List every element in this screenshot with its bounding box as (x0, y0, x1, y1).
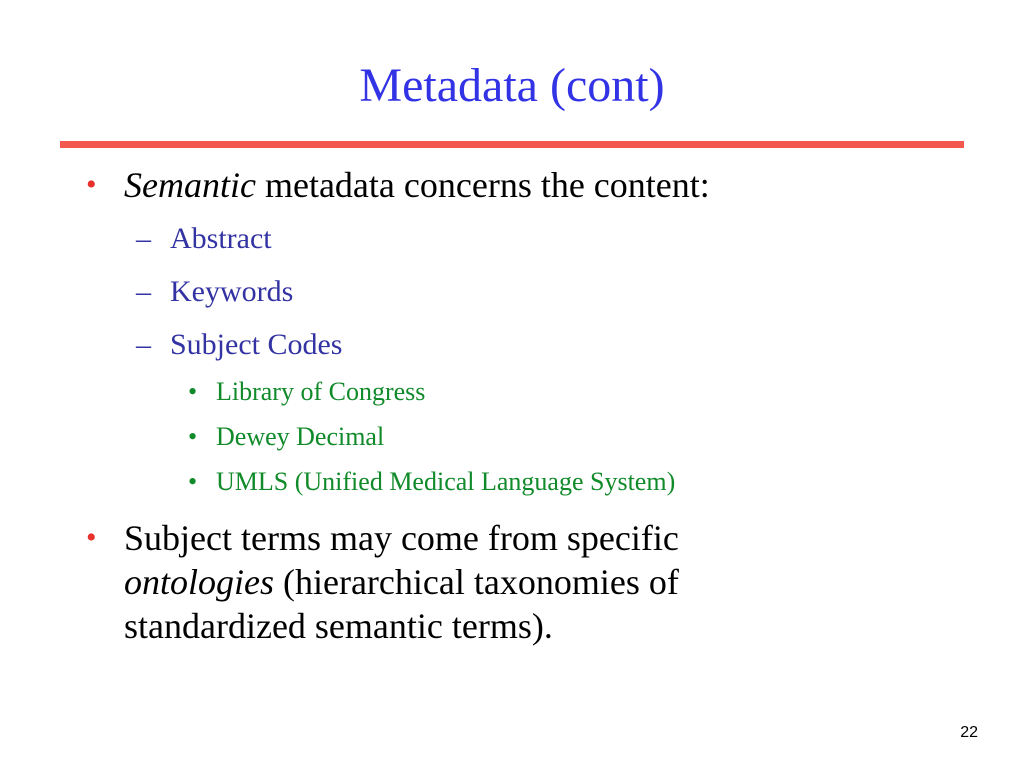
subbullet-subject-codes (136, 327, 343, 363)
subsubbullet-umls (188, 467, 676, 497)
emphasis-text: Semantic (124, 165, 256, 205)
title-divider (60, 141, 964, 148)
emphasis-text: ontologies (124, 562, 274, 602)
dash-marker: – (136, 222, 151, 255)
page-number: 22 (960, 724, 978, 741)
bullet-marker: • (188, 467, 198, 496)
subsubbullet-library-of-congress (188, 377, 426, 407)
subbullet-text: Abstract (170, 222, 272, 255)
bullet-marker: • (86, 168, 97, 201)
bullet-line-3: standardized semantic terms). (124, 606, 553, 646)
subbullet-keywords (136, 274, 294, 310)
subbullet-abstract (136, 221, 272, 257)
bullet-line-2 (124, 560, 679, 604)
bullet-text: metadata concerns the content: (255, 165, 710, 205)
subsubbullet-dewey-decimal (188, 422, 385, 452)
bullet-subject-terms (86, 516, 679, 648)
subsubbullet-text: UMLS (Unified Medical Language System) (216, 467, 676, 496)
bullet-marker: • (86, 521, 97, 554)
subbullet-text: Keywords (170, 275, 294, 308)
subbullet-text: Subject Codes (170, 328, 343, 361)
subsubbullet-text: Dewey Decimal (216, 422, 385, 451)
bullet-line-1: Subject terms may come from specific (124, 518, 679, 558)
bullet-text: (hierarchical taxonomies of (274, 562, 679, 602)
subsubbullet-text: Library of Congress (216, 377, 426, 406)
bullet-marker: • (188, 377, 198, 406)
slide-title: Metadata (cont) (359, 59, 665, 112)
bullet-marker: • (188, 422, 198, 451)
bullet-semantic-metadata (86, 163, 710, 207)
dash-marker: – (136, 328, 151, 361)
dash-marker: – (136, 275, 151, 308)
